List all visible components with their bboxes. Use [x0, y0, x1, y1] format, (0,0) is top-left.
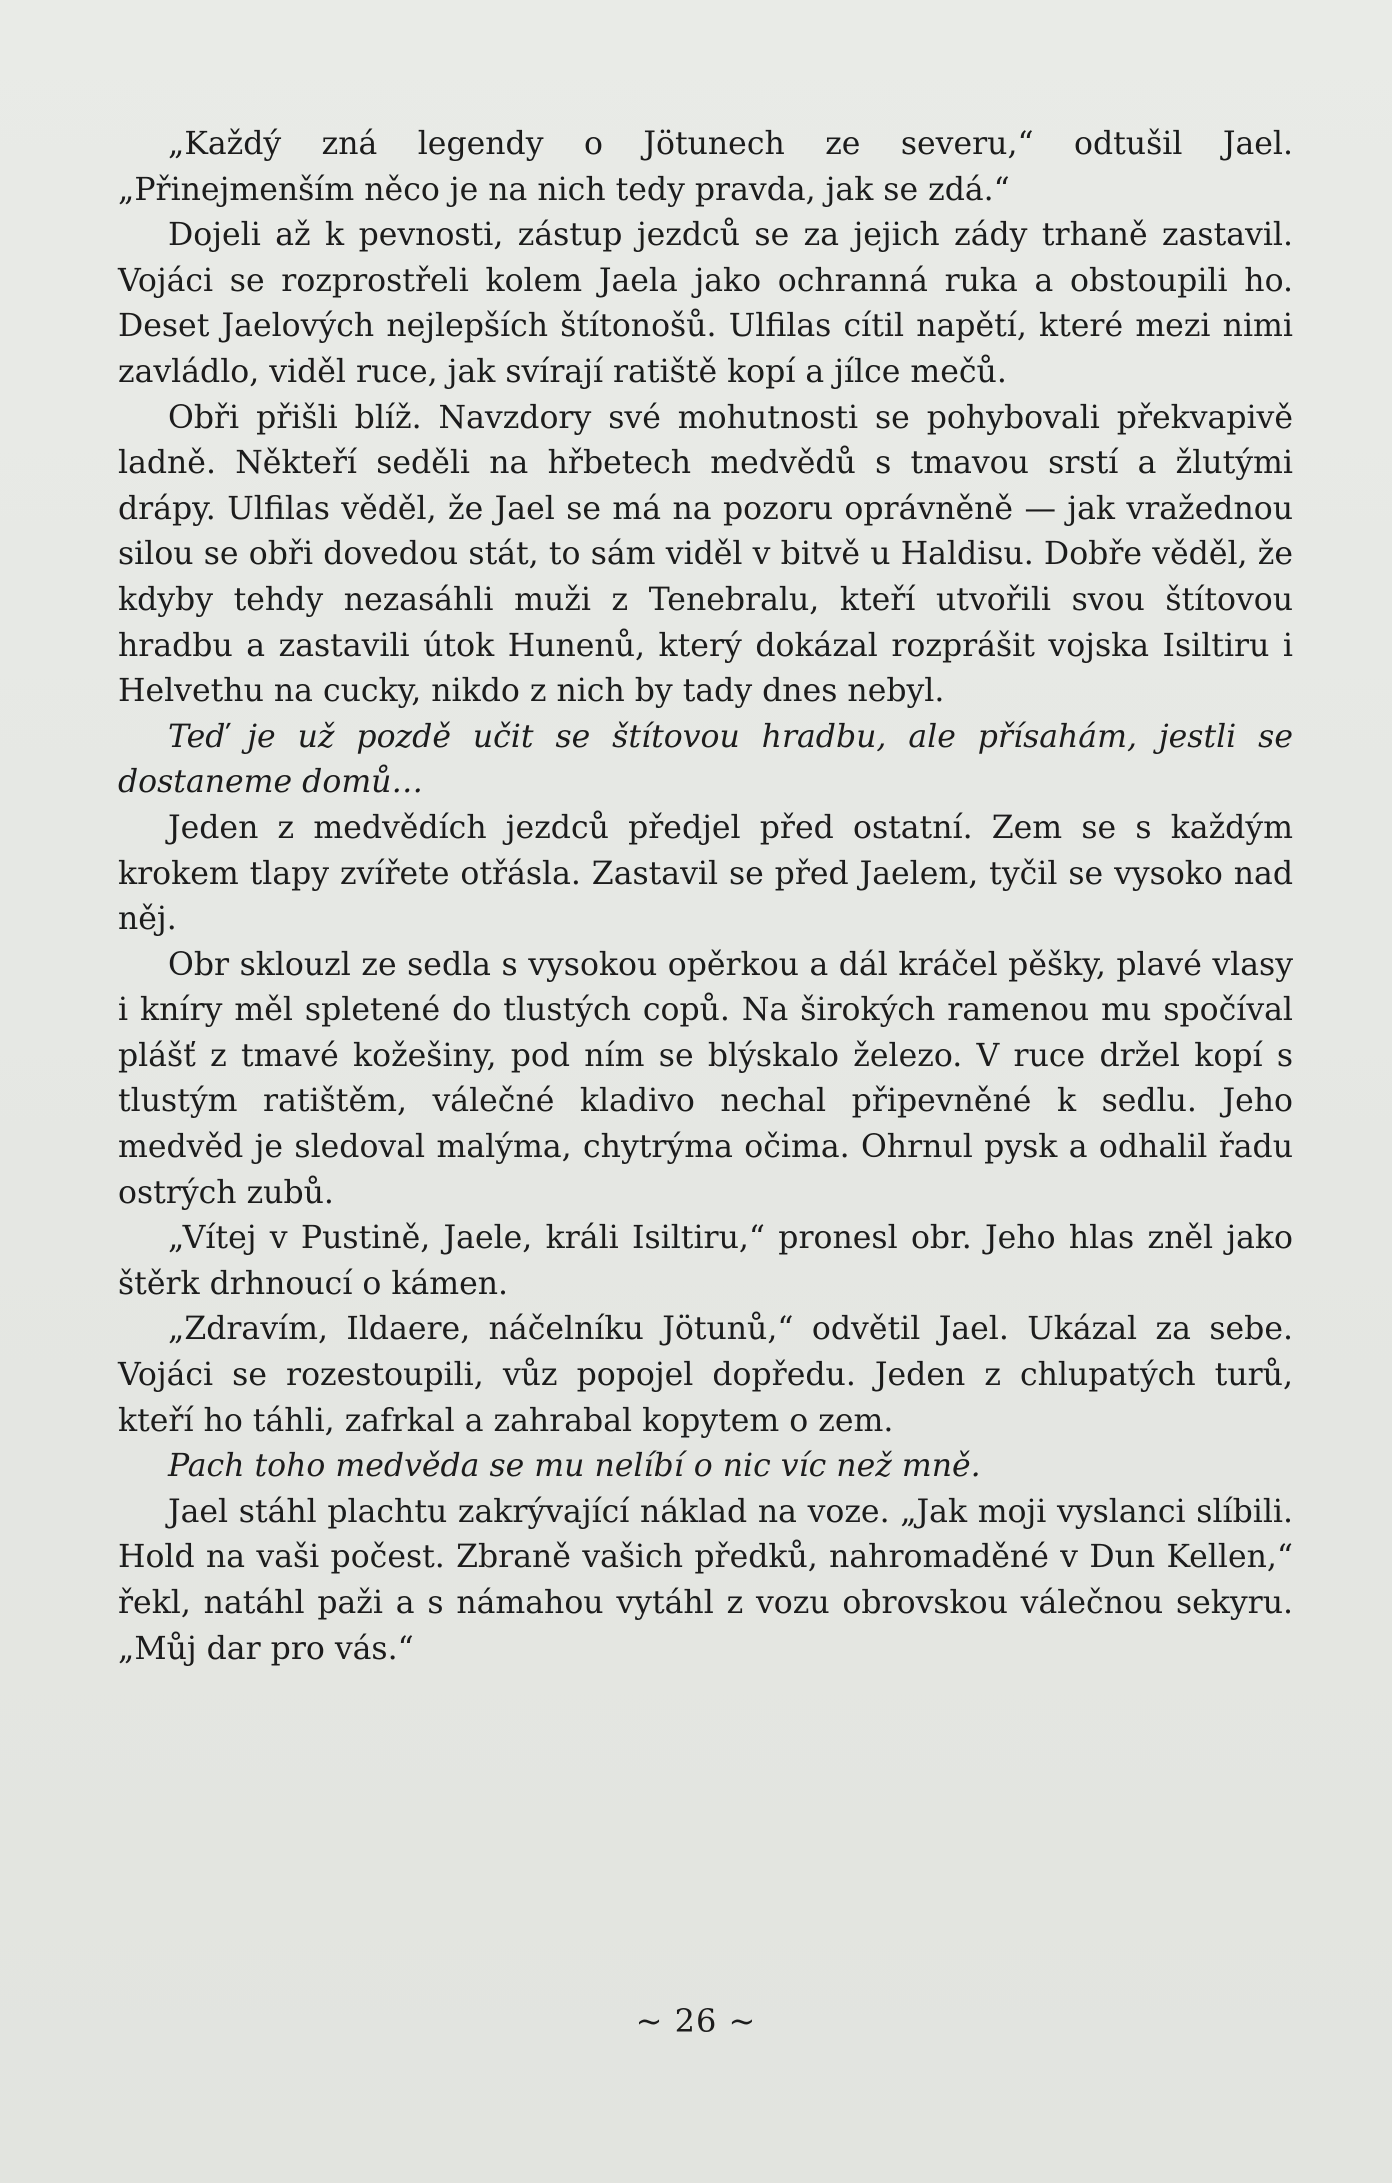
paragraph: Jeden z medvědích jezdců předjel před ostatní. Zem se s každým krokem tlapy zvířete otřásla. Zastavil se před Jaelem, tyčil se vysoko nad něj. — [118, 809, 1293, 938]
page-number: ~ 26 ~ — [635, 2002, 757, 2040]
page-body-text — [118, 122, 1293, 1672]
paragraph: Obr sklouzl ze sedla s vysokou opěrkou a dál kráčel pěšky, plavé vlasy i kníry měl spletené do tlustých copů. Na širokých ramenou mu spočíval plášť z tmavé kožešiny, pod ním se blýskalo železo. V ruce držel kopí s tlustým ratištěm, válečné kladivo nechal připevněné k sedlu. Jeho medvěd je sledoval malýma, chytrýma očima. Ohrnul pysk a odhalil řadu ostrých zubů. — [118, 946, 1293, 1211]
italic-thought-paragraph: Pach toho medvěda se mu nelíbí o nic víc než mně. — [168, 1448, 981, 1485]
paragraph: Dojeli až k pevnosti, zástup jezdců se za jejich zády trhaně zastavil. Vojáci se rozprostřeli kolem Jaela jako ochranná ruka a obstoupili ho. Deset Jaelových nejlepších štítonošů. Ulfilas cítil napětí, které mezi nimi zavládlo, viděl ruce, jak svírají ratiště kopí a jílce mečů. — [118, 217, 1293, 390]
paragraph: Obři přišli blíž. Navzdory své mohutnosti se pohybovali překvapivě ladně. Někteří seděli na hřbetech medvědů s tmavou srstí a žlutými drápy. Ulfilas věděl, že Jael se má na pozoru oprávněně — jak vražednou silou se obři dovedou stát, to sám viděl v bitvě u Haldisu. Dobře věděl, že kdyby tehdy nezasáhli muži z Tenebralu, kteří utvořili svou štítovou hradbu a zastavili útok Hunenů, který dokázal rozprášit vojska Isiltiru i Helvethu na cucky, nikdo z nich by tady dnes nebyl. — [118, 399, 1293, 710]
paragraph: „Zdravím, Ildaere, náčelníku Jötunů,“ odvětil Jael. Ukázal za sebe. Vojáci se rozestoupili, vůz popojel dopředu. Jeden z chlupatých turů, kteří ho táhli, zafrkal a zahrabal kopytem o zem. — [118, 1311, 1293, 1439]
paragraph: Jael stáhl plachtu zakrývající náklad na voze. „Jak moji vyslanci slíbili. Hold na vaši počest. Zbraně vašich předků, nahromaděné v Dun Kellen,“ řekl, natáhl paži a s námahou vytáhl z vozu obrovskou válečnou sekyru. „Můj dar pro vás.“ — [118, 1493, 1293, 1667]
italic-thought-paragraph: Teď je už pozdě učit se štítovou hradbu, ale přísahám, jestli se dostaneme domů… — [118, 718, 1293, 801]
paragraph: „Každý zná legendy o Jötunech ze severu,“ odtušil Jael. „Přinejmenším něco je na nich tedy pravda, jak se zdá.“ — [118, 126, 1293, 208]
paragraph: „Vítej v Pustině, Jaele, králi Isiltiru,“ pronesl obr. Jeho hlas zněl jako štěrk drhnoucí o kámen. — [118, 1220, 1293, 1302]
